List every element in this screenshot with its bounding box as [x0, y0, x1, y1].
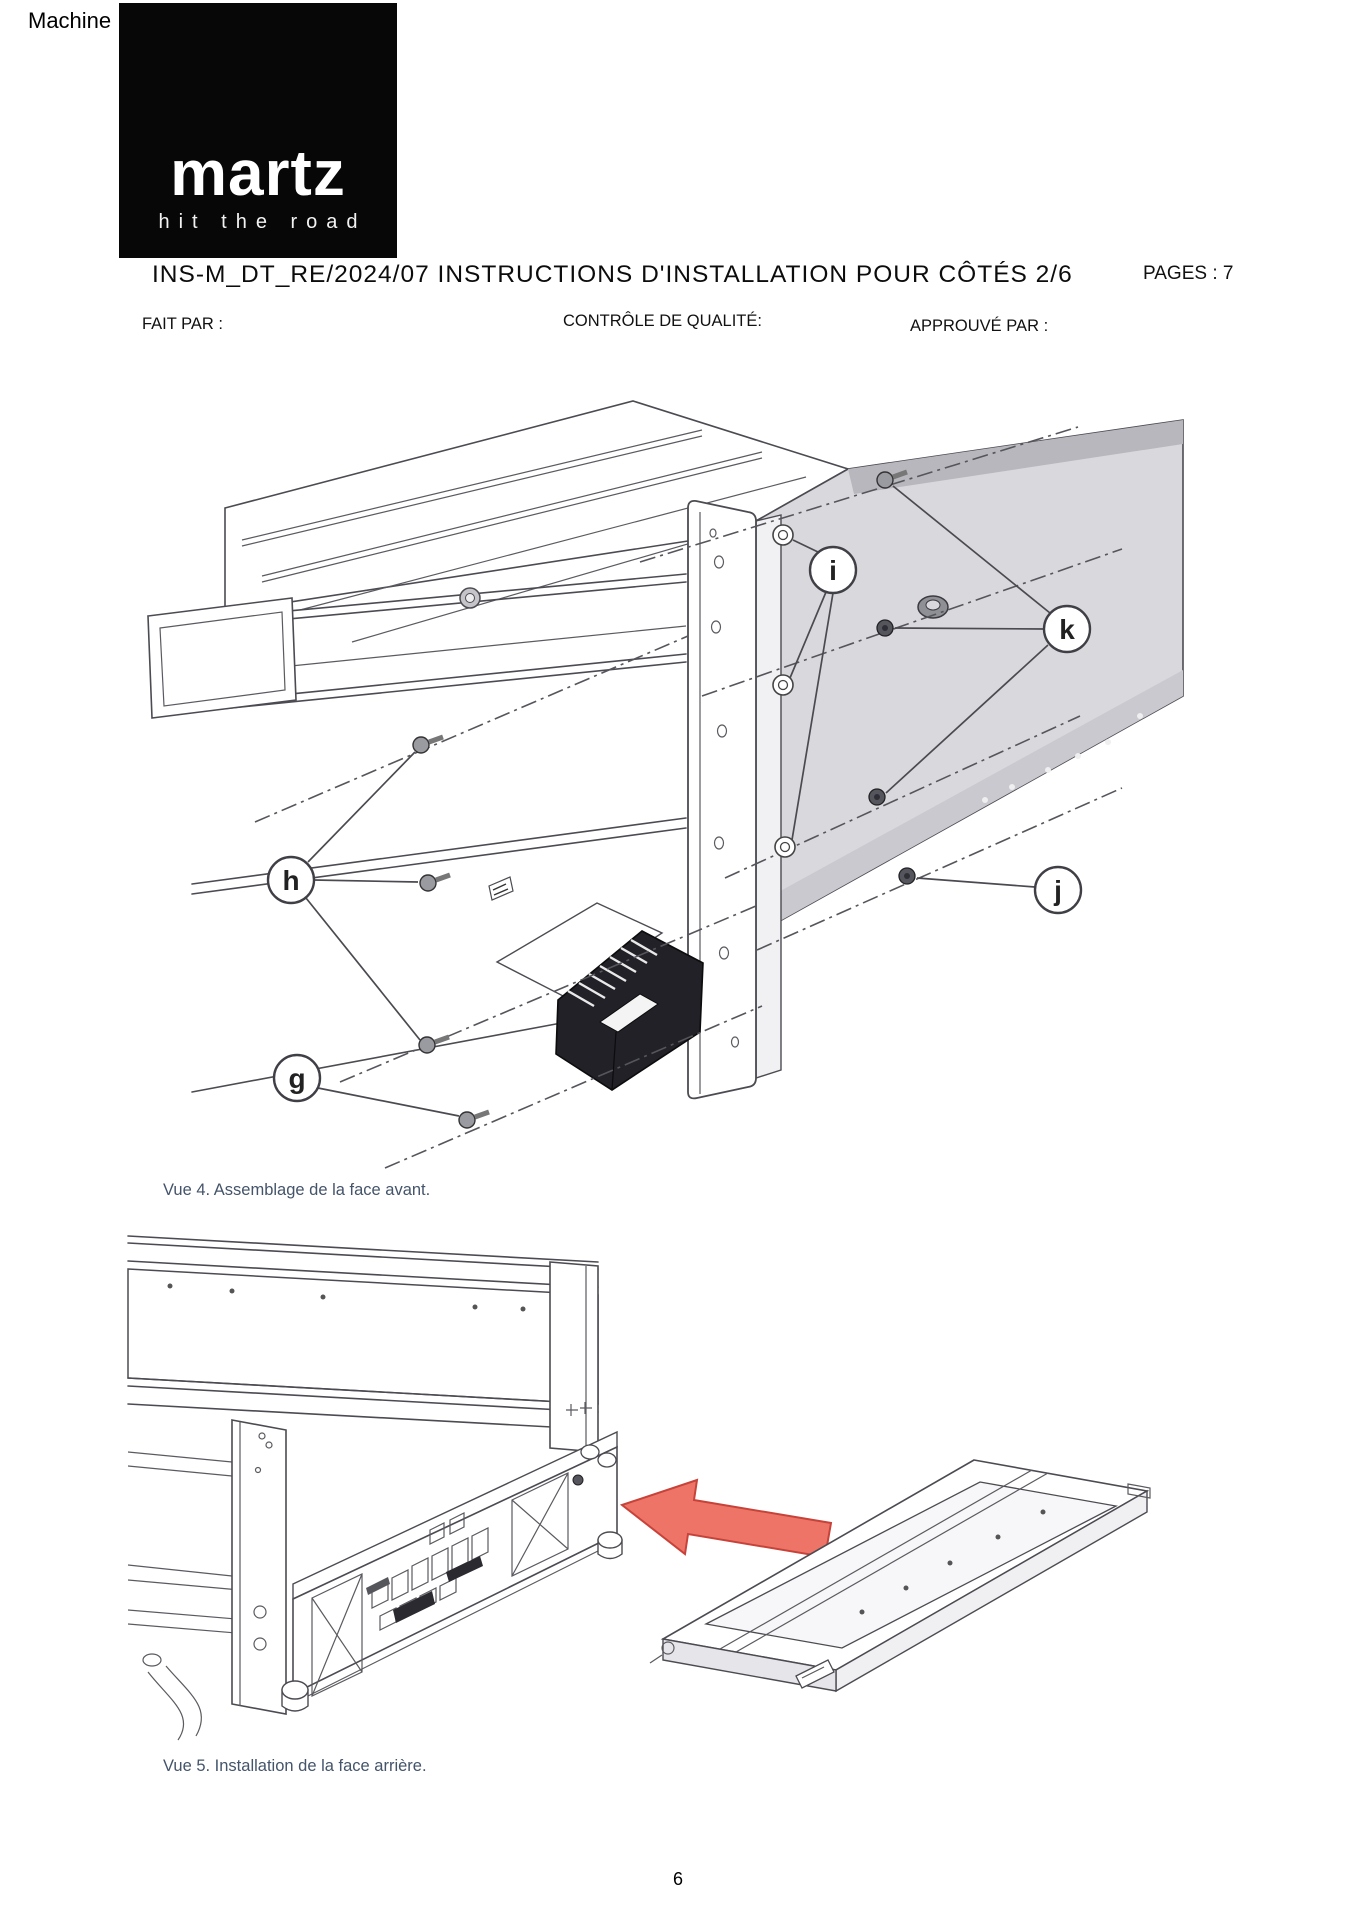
- callout-i-letter: i: [829, 555, 837, 586]
- figure-rear-face-installation: [128, 1236, 1150, 1740]
- page-number: 6: [672, 1869, 683, 1889]
- handle-cutout: [148, 598, 296, 718]
- made-by-label: FAIT PAR :: [142, 315, 223, 333]
- callout-g: [274, 1055, 320, 1101]
- hex-nut: [899, 868, 915, 884]
- machine-translated-watermark: Machine: [28, 8, 112, 33]
- hex-nut: [869, 789, 885, 805]
- callout-h-letter: h: [282, 865, 300, 896]
- callout-k: [1044, 606, 1090, 652]
- callout-i: [810, 547, 856, 593]
- hex-nut: [877, 620, 893, 636]
- callout-h: [268, 857, 314, 903]
- washer: [773, 525, 793, 545]
- detached-rear-frame: [650, 1460, 1150, 1691]
- quality-control-label: CONTRÔLE DE QUALITÉ:: [563, 312, 762, 330]
- logo-tagline-text: hit the road: [158, 211, 367, 233]
- figure4-caption: Vue 4. Assemblage de la face avant.: [163, 1181, 431, 1199]
- cable-coil: [143, 1654, 201, 1740]
- logo-brand-text: martz: [170, 137, 346, 209]
- roller: [598, 1532, 622, 1559]
- callout-j-letter: j: [1054, 875, 1062, 906]
- pages-count-label: PAGES : 7: [1143, 263, 1234, 284]
- callout-k-letter: k: [1059, 614, 1075, 645]
- left-hinge-bracket: [232, 1420, 286, 1714]
- roller: [282, 1681, 308, 1711]
- approved-by-label: APPROUVÉ PAR :: [910, 317, 1049, 335]
- wheel-chock: [489, 877, 703, 1090]
- screw: [420, 875, 450, 891]
- figure-front-face-assembly: [148, 401, 1183, 1168]
- rear-corner-post: [550, 1262, 598, 1452]
- document-title: INS-M_DT_RE/2024/07 INSTRUCTIONS D'INSTALLATION POUR CÔTÉS 2/6: [152, 261, 1073, 288]
- figure5-caption: Vue 5. Installation de la face arrière.: [163, 1757, 427, 1775]
- screw: [413, 737, 443, 753]
- corner-bracket-post: [688, 501, 781, 1099]
- callout-j: [1035, 867, 1081, 913]
- red-direction-arrow: [622, 1480, 831, 1557]
- callout-g-letter: g: [288, 1063, 306, 1094]
- side-panel-gray: [753, 420, 1183, 936]
- rear-light-beam: [282, 1432, 622, 1711]
